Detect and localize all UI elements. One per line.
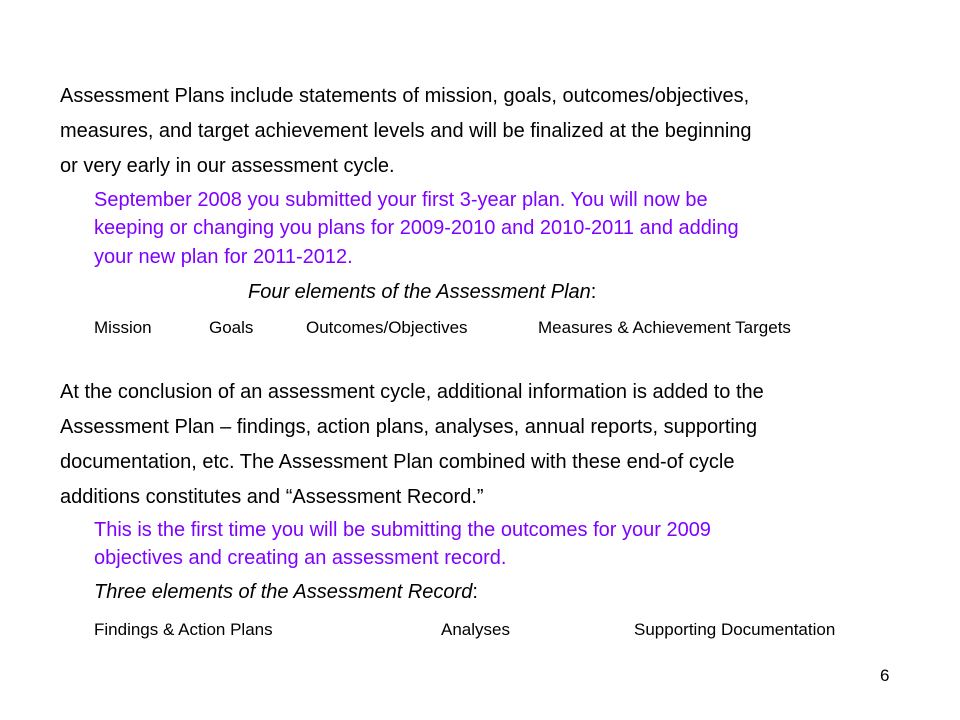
plan-note-line-2: keeping or changing you plans for 2009-2010 and 2010-2011 and adding — [94, 217, 739, 239]
record-element-supporting-documentation: Supporting Documentation — [634, 620, 836, 639]
record-note-line-2: objectives and creating an assessment record. — [94, 547, 507, 569]
record-intro-line-2: Assessment Plan – findings, action plans, analyses, annual reports, supporting — [60, 416, 758, 438]
plan-elements-heading-colon: : — [590, 281, 597, 303]
plan-element-goals: Goals — [209, 318, 254, 337]
record-element-analyses: Analyses — [441, 620, 510, 639]
record-intro-line-3: documentation, etc. The Assessment Plan combined with these end-of cycle — [60, 451, 735, 473]
plan-element-mission: Mission — [94, 318, 152, 337]
plan-elements-heading — [248, 280, 596, 304]
record-element-findings-action-plans: Findings & Action Plans — [94, 620, 273, 639]
plan-intro-line-1: Assessment Plans include statements of mission, goals, outcomes/objectives, — [60, 85, 750, 107]
record-elements-heading-text: Three elements of the Assessment Record — [94, 581, 473, 603]
record-intro-line-4: additions constitutes and “Assessment Record.” — [60, 486, 484, 508]
record-elements-heading — [94, 580, 478, 604]
plan-note-line-1: September 2008 you submitted your first 3-year plan. You will now be — [94, 189, 708, 211]
plan-element-outcomes-objectives: Outcomes/Objectives — [306, 318, 468, 337]
record-intro-line-1: At the conclusion of an assessment cycle, additional information is added to the — [60, 381, 764, 403]
page-number: 6 — [880, 666, 890, 685]
record-elements-heading-colon: : — [472, 581, 478, 603]
record-note-line-1: This is the first time you will be submitting the outcomes for your 2009 — [94, 519, 711, 541]
plan-note-line-3: your new plan for 2011-2012. — [94, 246, 353, 268]
plan-intro-line-2: measures, and target achievement levels and will be finalized at the beginning — [60, 120, 752, 142]
plan-elements-heading-text: Four elements of the Assessment Plan — [248, 281, 591, 303]
plan-element-measures-targets: Measures & Achievement Targets — [538, 318, 791, 337]
plan-intro-line-3: or very early in our assessment cycle. — [60, 155, 395, 177]
